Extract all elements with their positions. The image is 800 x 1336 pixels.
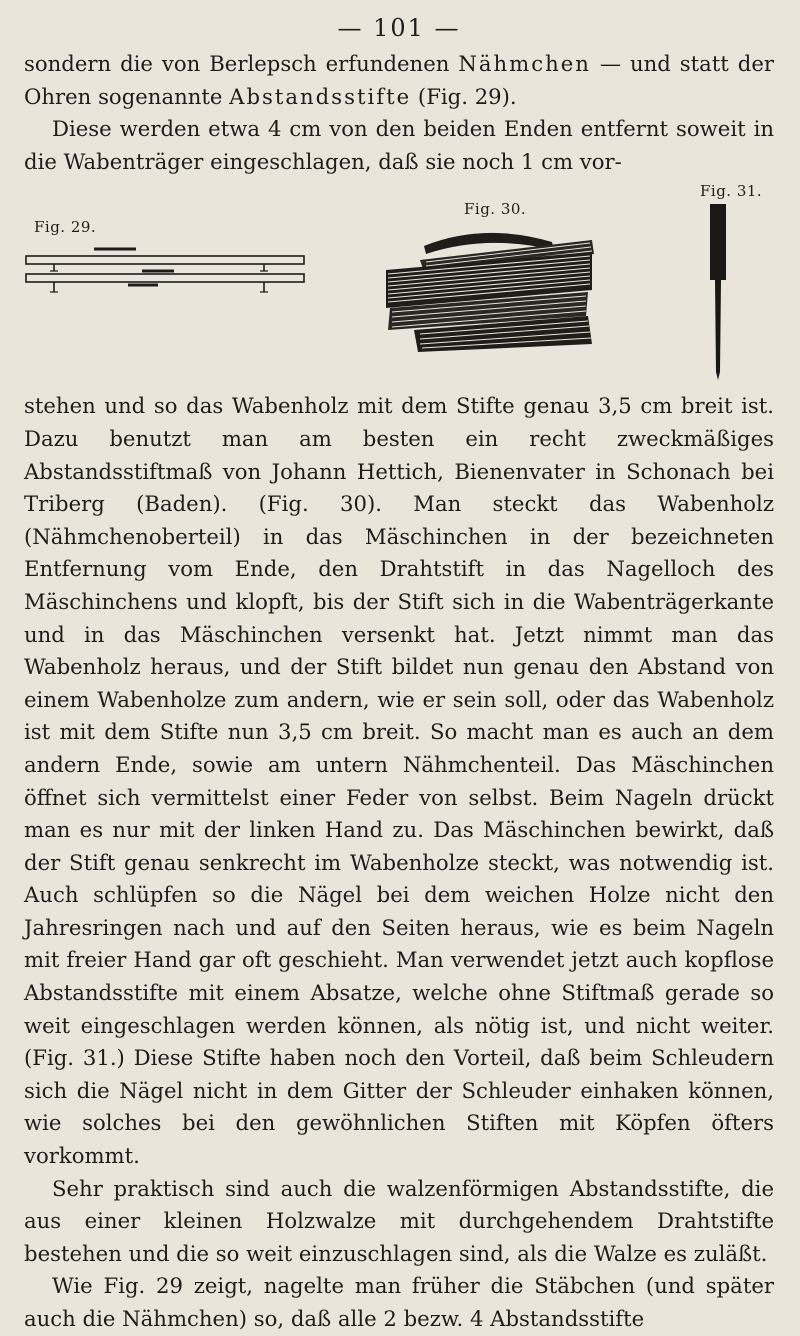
paragraph-fig29-text: Wie Fig. 29 zeigt, nagelte man früher die Stäbchen (und später auch die Nähmchen) so, daß alle 2 bezw. 4 Abstandsstifte bbox=[24, 1273, 774, 1331]
headless-stift-drawing bbox=[706, 204, 730, 382]
paragraph-stiftmass: stehen und so das Wabenholz mit dem Stifte genau 3,5 cm breit ist. Dazu benutzt man am besten ein recht zweckmäßiges Abstandsstiftmaß von Johann Hettich, Bienenvater in Schonach bei Triberg (Baden). (Fig. 30). Man steckt das Wabenholz (Nähmchenoberteil) in das Mäschinchen in der bezeichneten Entfernung vom Ende, den Drahtstift in das Nagelloch des Mäschinchens und klopft, bis der Stift sich in die Wabenträgerkante und in das Mäschinchen versenkt hat. Jetzt nimmt man das Wabenholz heraus, und der Stift bildet nun genau den Abstand von einem Wabenholze zum andern, wie er sein soll, oder das Wabenholz ist mit dem Stifte nun 3,5 cm breit. So macht man es auch an dem andern Ende, sowie am untern Nähmchenteil. Das Mäschinchen öffnet sich vermittelst einer Feder von selbst. Beim Nageln drückt man es nur mit der linken Hand zu. Das Mäschinchen bewirkt, daß der Stift genau senkrecht im Wabenholze steckt, was notwendig ist. Auch schlüpfen so die Nägel bei dem weichen Holze nicht den Jahresringen nach und auf den Seiten heraus, wie es beim Nageln mit freier Hand gar oft geschieht. Man verwendet jetzt auch kopflose Abstandsstifte mit einem Absatze, welche ohne Stiftmaß gerade so weit eingeschlagen werden können, als nötig ist, und nicht weiter. (Fig. 31.) Diese Stifte haben noch den Vorteil, daß beim Schleudern sich die Nägel nicht in dem Gitter der Schleuder einhaken können, wie solches bei den gewöhnlichen Stiften mit Köpfen öfters vorkommt. bbox=[24, 393, 774, 1169]
figures-row bbox=[24, 182, 774, 390]
figure-31 bbox=[664, 182, 774, 382]
intro-text-4: Diese werden etwa 4 cm von den beiden Enden entfernt soweit in die Wabenträger eingeschlagen, daß sie noch 1 cm vor- bbox=[24, 116, 774, 174]
body-text bbox=[24, 390, 774, 1335]
frame-with-spacers-drawing bbox=[24, 244, 306, 314]
figure-29-caption: Fig. 29. bbox=[34, 218, 97, 237]
figure-29 bbox=[24, 218, 314, 338]
intro-text-3: (Fig. 29). bbox=[411, 83, 517, 109]
figure-30-caption: Fig. 30. bbox=[464, 200, 527, 219]
intro-text-1: sondern die von Berlepsch erfundenen bbox=[24, 51, 459, 76]
paragraph-fig29 bbox=[24, 1270, 774, 1335]
figure-30 bbox=[366, 200, 596, 360]
spacer-gauge-drawing bbox=[366, 226, 596, 358]
term-naehmchen: Nähmchen bbox=[458, 51, 591, 76]
intro-paragraph bbox=[24, 48, 774, 178]
figure-31-caption: Fig. 31. bbox=[700, 182, 763, 201]
term-abstandsstifte: Abstandsstifte bbox=[229, 83, 412, 109]
paragraph-walzen-text: Sehr praktisch sind auch die walzenförmigen Abstandsstifte, die aus einer kleinen Holzwalze mit durchgehendem Drahtstifte bestehen und die so weit einzuschlagen sind, als die Walze es zuläßt. bbox=[24, 1175, 774, 1266]
page-number: — 101 — bbox=[337, 14, 461, 42]
paragraph-walzen bbox=[24, 1173, 774, 1271]
intro-text-2: — und statt der Ohren sogenannte bbox=[24, 51, 774, 109]
